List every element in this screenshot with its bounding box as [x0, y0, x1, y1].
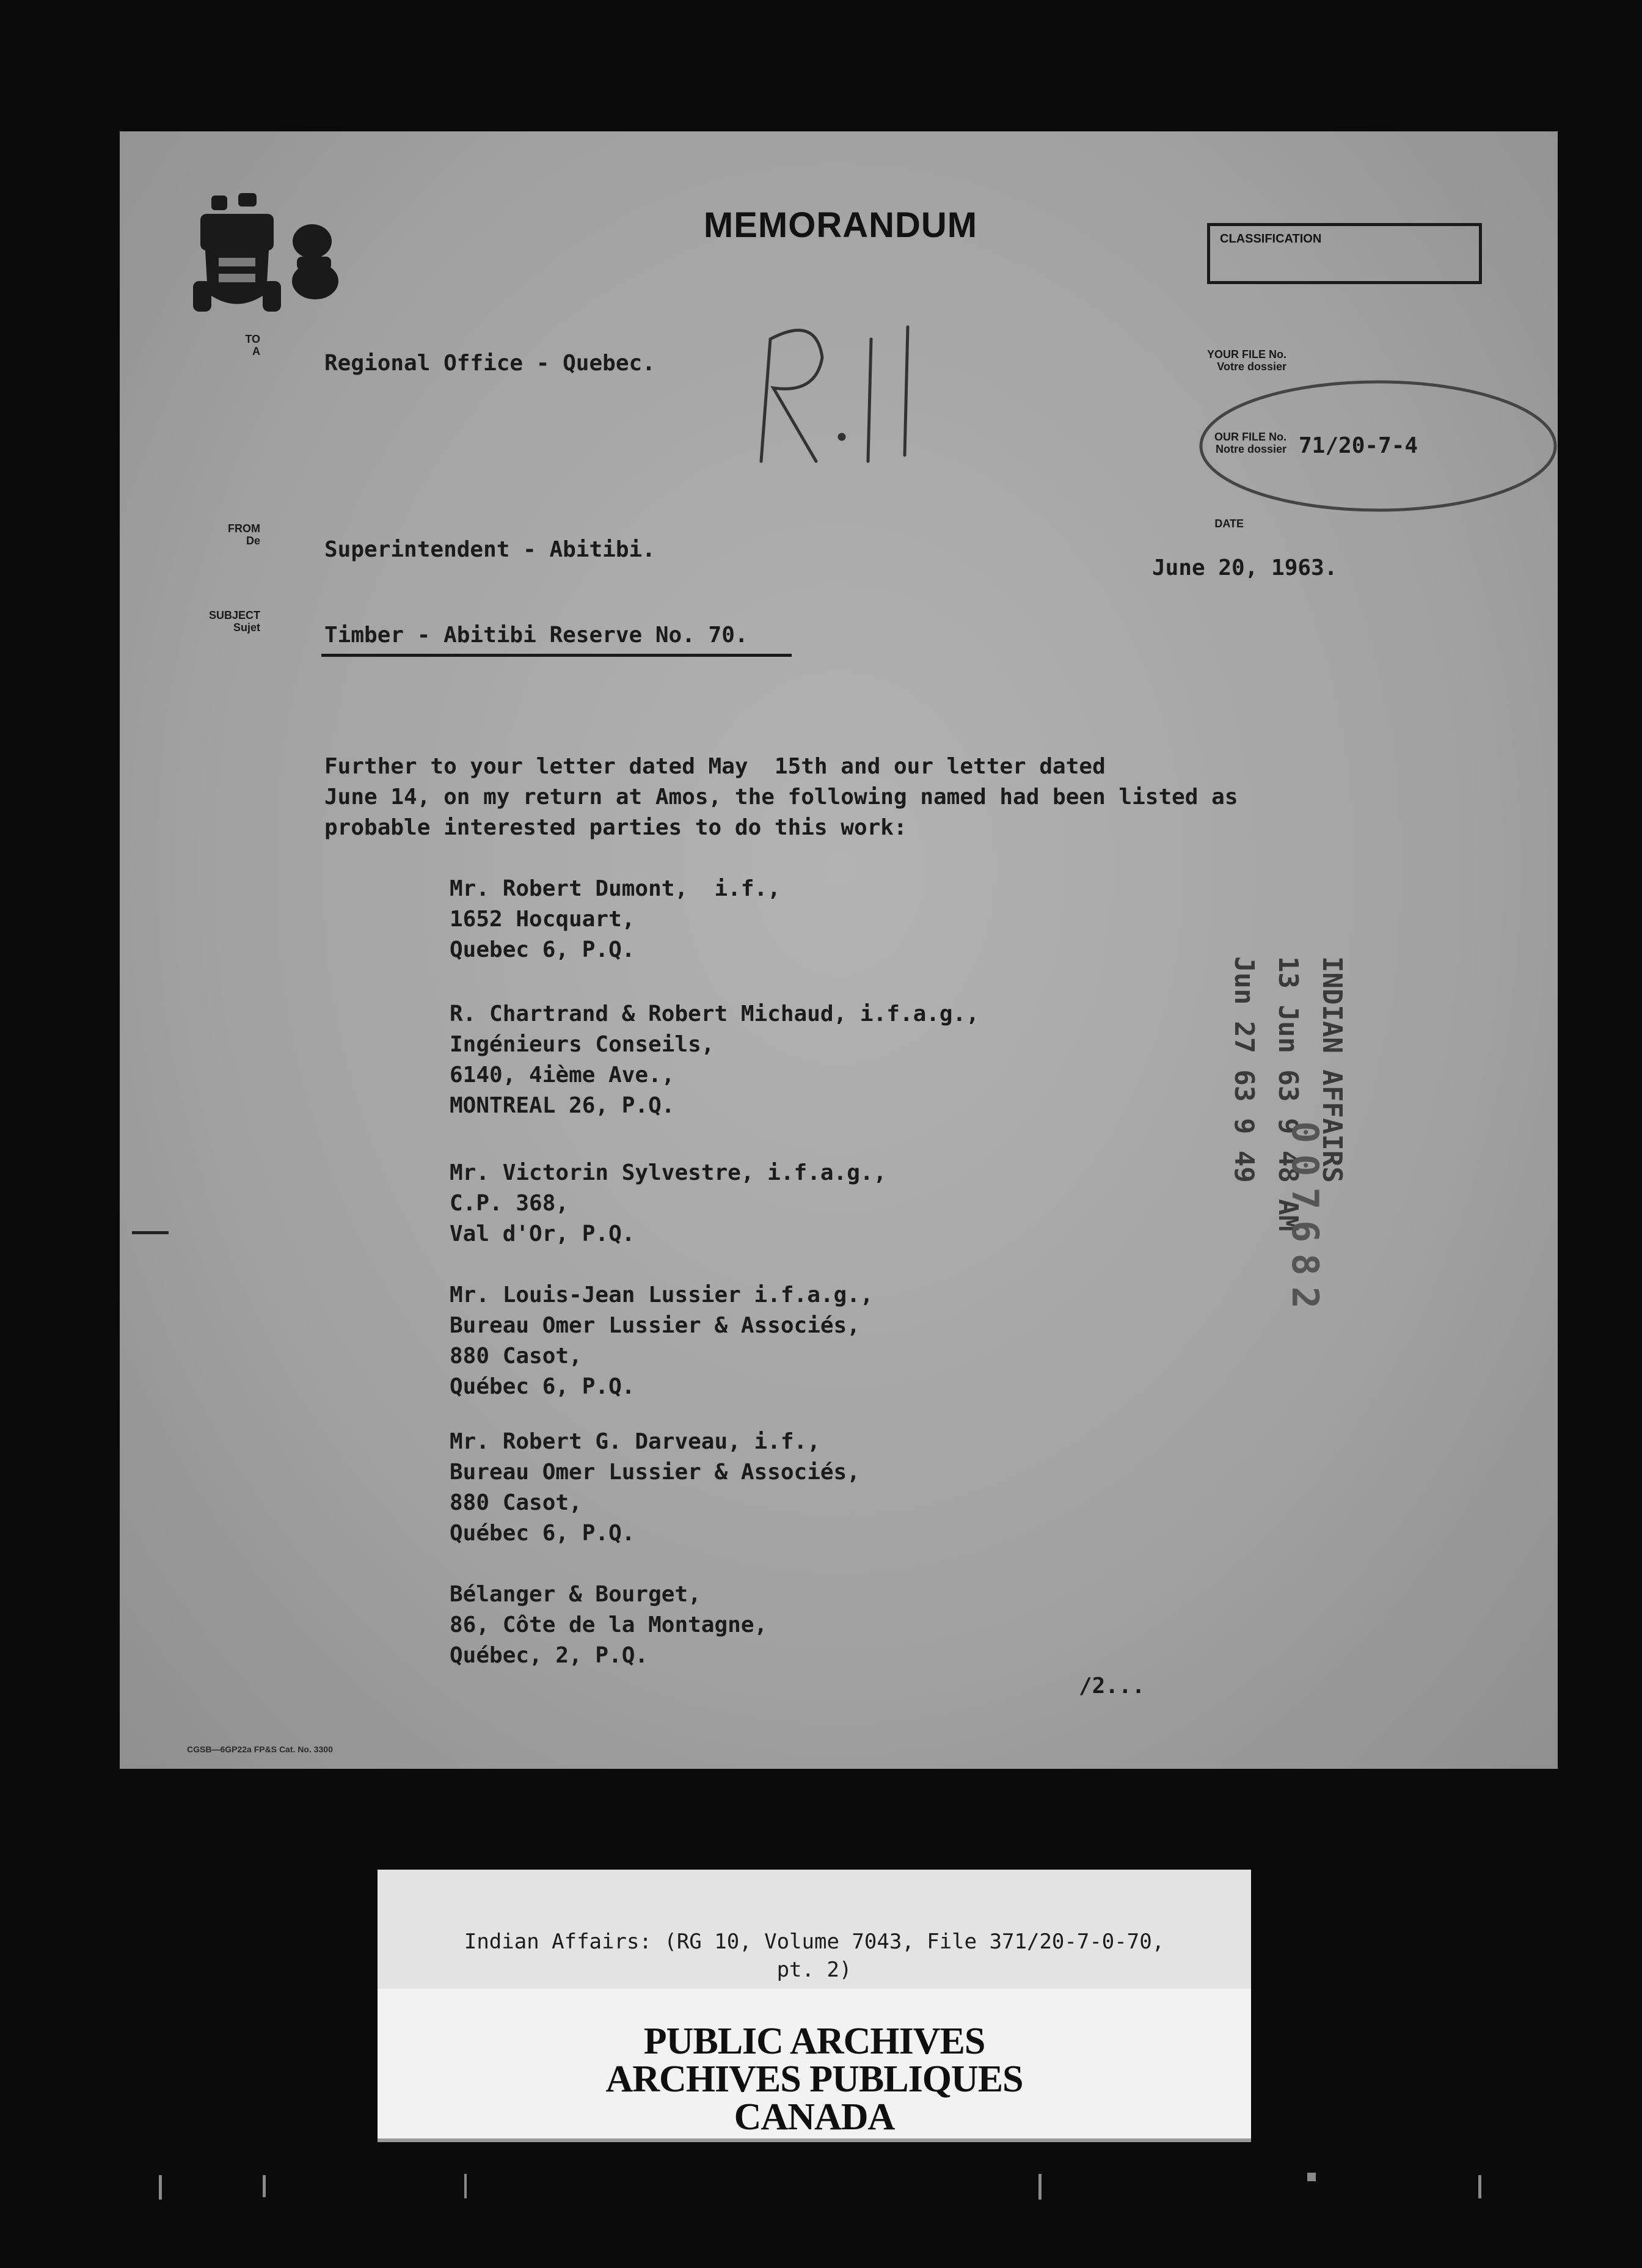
stamp-line: 13 Jun 63 9 48 AM	[1272, 956, 1304, 1232]
to-label: TO A	[245, 333, 260, 357]
from-value: Superintendent - Abitibi.	[324, 537, 655, 562]
margin-mark	[132, 1231, 169, 1234]
archive-line: CANADA	[734, 2096, 895, 2138]
archive-line: ARCHIVES PUBLIQUES	[605, 2058, 1023, 2100]
subject-value: Timber - Abitibi Reserve No. 70.	[324, 623, 748, 648]
address-block: Mr. Robert Dumont, i.f., 1652 Hocquart, Quebec 6, P.Q.	[450, 876, 781, 962]
form-code: CGSB—6GP22a FP&S Cat. No. 3300	[187, 1744, 333, 1754]
our-file-value: 71/20-7-4	[1299, 433, 1418, 458]
address-block: Mr. Louis-Jean Lussier i.f.a.g., Bureau Omer Lussier & Associés, 880 Casot, Québec 6, P.Q.	[450, 1282, 874, 1399]
memo-title: MEMORANDUM	[703, 205, 978, 245]
body-intro: Further to your letter dated May 15th and our letter dated June 14, on my return at Amos, the following named had been listed as probable interested parties to do this work:	[324, 754, 1238, 840]
coat-of-arms-seal	[187, 189, 346, 324]
date-label: DATE	[1214, 518, 1244, 530]
classification-box	[1207, 223, 1482, 284]
handwritten-reference	[749, 315, 932, 474]
address-block: Bélanger & Bourget, 86, Côte de la Montagne, Québec, 2, P.Q.	[450, 1582, 768, 1668]
our-file-label: OUR FILE No. Notre dossier	[1214, 431, 1286, 455]
archive-reference: Indian Affairs: (RG 10, Volume 7043, File 371/20-7-0-70, pt. 2)	[464, 1930, 1165, 1982]
from-label: FROM De	[228, 522, 260, 547]
stamp-line: Jun 27 63 9 49	[1228, 956, 1260, 1183]
archive-name	[378, 2022, 1251, 2136]
address-block: Mr. Robert G. Darveau, i.f., Bureau Omer Lussier & Associés, 880 Casot, Québec 6, P.Q.	[450, 1429, 860, 1546]
to-value: Regional Office - Quebec.	[324, 351, 655, 376]
stamp-number: 007682	[1283, 1121, 1326, 1320]
stamp-line: INDIAN AFFAIRS	[1316, 956, 1348, 1183]
date-value: June 20, 1963.	[1152, 555, 1338, 580]
archive-slip	[378, 1870, 1251, 2142]
classification-label: CLASSIFICATION	[1220, 232, 1322, 246]
address-block: R. Chartrand & Robert Michaud, i.f.a.g., Ingénieurs Conseils, 6140, 4ième Ave., MONTREAL 26, P.Q.	[450, 1001, 979, 1118]
your-file-label: YOUR FILE No. Votre dossier	[1207, 348, 1286, 373]
memo-page	[120, 131, 1558, 1769]
page-continuation: /2...	[1079, 1674, 1145, 1699]
film-specks	[0, 2163, 1642, 2212]
subject-label: SUBJECT Sujet	[208, 609, 260, 634]
address-block: Mr. Victorin Sylvestre, i.f.a.g., C.P. 368, Val d'Or, P.Q.	[450, 1160, 887, 1246]
archive-line: PUBLIC ARCHIVES	[643, 2021, 985, 2062]
handwritten-circle	[1195, 376, 1561, 516]
subject-underline	[321, 654, 792, 657]
